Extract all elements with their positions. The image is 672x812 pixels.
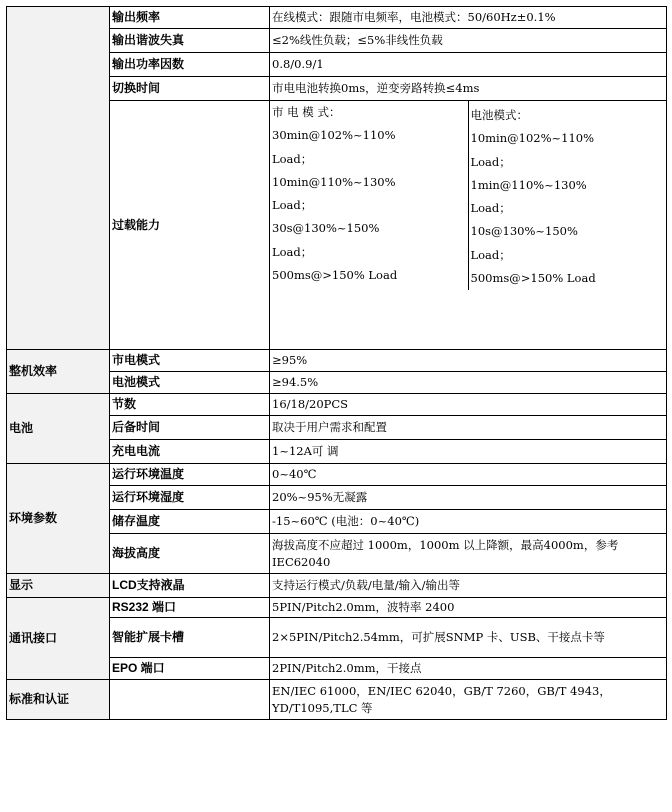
param-label-empty — [110, 680, 270, 720]
param-value: 取决于用户需求和配置 — [270, 416, 667, 440]
param-label: 运行环境温度 — [110, 464, 270, 486]
param-value: -15~60℃ (电池：0~40℃) — [270, 510, 667, 534]
overload-mains-column — [270, 101, 468, 290]
category-cell: 通讯接口 — [7, 598, 110, 680]
param-value: ≥94.5% — [270, 372, 667, 394]
overload-line: Load； — [470, 247, 511, 262]
param-value: 0~40℃ — [270, 464, 667, 486]
param-value: 市电电池转换0ms，逆变旁路转换≤4ms — [270, 77, 667, 101]
param-label: 输出频率 — [110, 7, 270, 29]
param-value: 20%~95%无凝露 — [270, 486, 667, 510]
overload-line: 1min@110%~130% — [470, 177, 587, 192]
param-value: 海拔高度不应超过 1000m，1000m 以上降额，最高4000m，参考IEC62040 — [270, 534, 667, 574]
overload-line: 30s@130%~150% — [272, 221, 380, 236]
param-label: 节数 — [110, 394, 270, 416]
param-label: 海拔高度 — [110, 534, 270, 574]
param-label: 充电电流 — [110, 440, 270, 464]
param-value: 在线模式：跟随市电频率，电池模式：50/60Hz±0.1% — [270, 7, 667, 29]
category-cell-output — [7, 7, 110, 350]
param-label: 输出谐波失真 — [110, 29, 270, 53]
param-label: 市电模式 — [110, 350, 270, 372]
param-label: 电池模式 — [110, 372, 270, 394]
spec-table — [6, 6, 667, 720]
table-row — [7, 598, 667, 618]
table-row — [7, 394, 667, 416]
overload-line: 500ms@>150% Load — [470, 271, 596, 286]
table-row — [7, 350, 667, 372]
param-label: LCD支持液晶 — [110, 574, 270, 598]
overload-line: Load； — [470, 154, 511, 169]
param-value: 0.8/0.9/1 — [270, 53, 667, 77]
param-label: 后备时间 — [110, 416, 270, 440]
param-value: ≤2%线性负载；≤5%非线性负载 — [270, 29, 667, 53]
overload-line: 10min@110%~130% — [272, 174, 396, 189]
overload-line: Load； — [272, 244, 313, 259]
table-row — [7, 7, 667, 29]
overload-detail — [270, 101, 667, 350]
overload-line: 市 电 模 式： — [272, 105, 341, 119]
param-label: 切换时间 — [110, 77, 270, 101]
param-label: 储存温度 — [110, 510, 270, 534]
category-cell: 显示 — [7, 574, 110, 598]
overload-line: 10s@130%~150% — [470, 224, 578, 239]
param-value: EN/IEC 61000，EN/IEC 62040，GB/T 7260，GB/T 4943，YD/T1095,TLC 等 — [270, 680, 667, 720]
param-label: 过载能力 — [110, 101, 270, 350]
overload-line: 30min@102%~110% — [272, 128, 396, 143]
param-value: 2×5PIN/Pitch2.54mm，可扩展SNMP 卡、USB、干接点卡等 — [270, 618, 667, 658]
param-label: 运行环境湿度 — [110, 486, 270, 510]
param-value: ≥95% — [270, 350, 667, 372]
param-value: 16/18/20PCS — [270, 394, 667, 416]
param-label: EPO 端口 — [110, 658, 270, 680]
table-row — [7, 574, 667, 598]
overload-battery-column — [468, 101, 667, 290]
overload-line: 电池模式： — [470, 108, 528, 122]
overload-line: Load； — [272, 151, 313, 166]
overload-line: Load； — [470, 201, 511, 216]
category-cell: 标准和认证 — [7, 680, 110, 720]
param-label: RS232 端口 — [110, 598, 270, 618]
category-cell: 整机效率 — [7, 350, 110, 394]
overload-line: 10min@102%~110% — [470, 131, 595, 146]
category-cell: 环境参数 — [7, 464, 110, 574]
overload-line: Load； — [272, 198, 313, 213]
table-row — [7, 464, 667, 486]
param-value: 支持运行模式/负载/电量/输入/输出等 — [270, 574, 667, 598]
param-label: 智能扩展卡槽 — [110, 618, 270, 658]
category-cell: 电池 — [7, 394, 110, 464]
overload-line: 500ms@>150% Load — [272, 268, 398, 283]
param-value: 5PIN/Pitch2.0mm，波特率 2400 — [270, 598, 667, 618]
param-value: 2PIN/Pitch2.0mm，干接点 — [270, 658, 667, 680]
param-label: 输出功率因数 — [110, 53, 270, 77]
param-value: 1~12A可 调 — [270, 440, 667, 464]
table-row — [7, 680, 667, 720]
